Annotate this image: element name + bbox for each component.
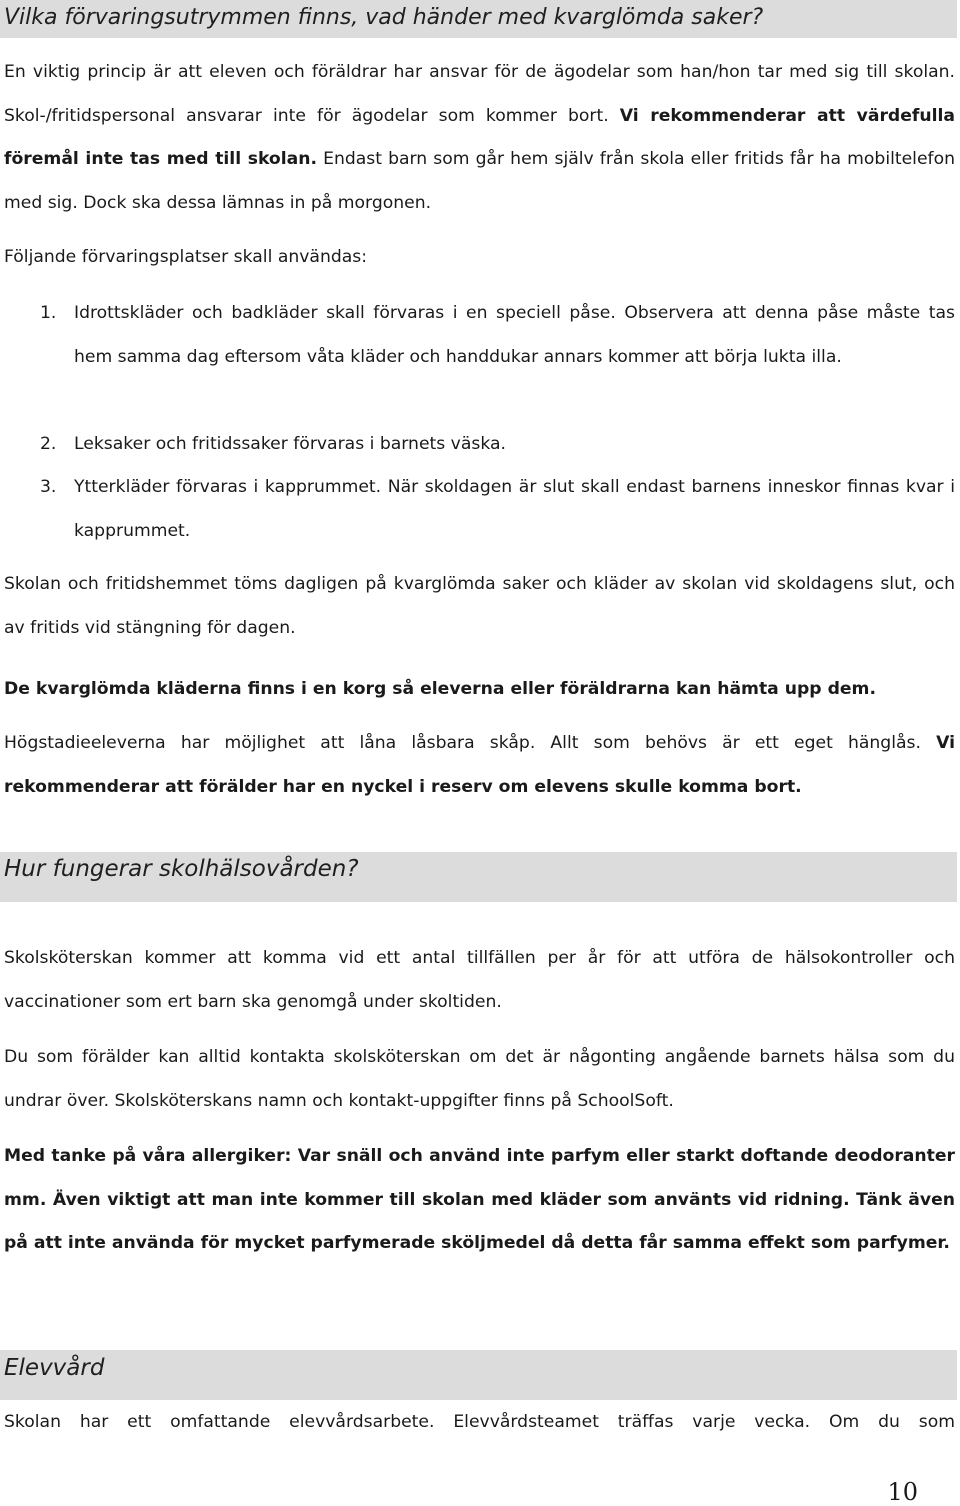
locker-text: Högstadieeleverna har möjlighet att låna låsbara skåp. Allt som behövs är ett eget hänglås. (4, 733, 937, 753)
intro-text-bold: Vi rekommenderar att värdefulla föremål inte tas med till skolan. (4, 105, 955, 170)
list-item (40, 292, 955, 379)
section-heading-text: Hur fungerar skolhälsovården? (4, 856, 359, 882)
list-item-number: 3. (40, 477, 57, 497)
cleanup-paragraph: Skolan och fritidshemmet töms dagligen på kvarglömda saker och kläder av skolan vid skoldagens slut, och av fritids vid stängning för dagen. (4, 574, 955, 638)
student-care-paragraph: Skolan har ett omfattande elevvårdsarbete. Elevvårdsteamet träffas varje vecka. Om du som (4, 1412, 955, 1432)
list-item (40, 466, 955, 553)
intro-paragraph (4, 51, 955, 225)
page-number: 10 (887, 1478, 918, 1506)
list-item-number: 2. (40, 434, 57, 454)
locker-paragraph (4, 722, 955, 809)
list-item-text: Ytterkläder förvaras i kapprummet. När skoldagen är slut skall endast barnens inneskor finnas kvar i kapprummet. (74, 477, 955, 541)
section-heading-elevvard: Elevvård (0, 1350, 957, 1400)
intro-text-part2: Endast barn som går hem själv från skola eller fritids får ha mobiltelefon med sig. Dock ska dessa lämnas in på morgonen. (4, 149, 955, 213)
section-heading-skolhalsovard (0, 852, 957, 902)
list-item-text: Idrottskläder och badkläder skall förvaras i en speciell påse. Observera att denna påse måste tas hem samma dag eftersom våta kläder och handdukar annars kommer att börja lukta illa. (74, 303, 955, 367)
list-item-number: 1. (40, 303, 57, 323)
nurse-contact-paragraph: Du som förälder kan alltid kontakta skolsköterskan om det är någonting angående barnets hälsa som du undrar över. Skolsköterskans namn och kontakt-uppgifter finns på SchoolSoft. (4, 1047, 955, 1111)
locker-recommendation: Vi rekommenderar att förälder har en nyckel i reserv om elevens skulle komma bort. (4, 733, 955, 797)
basket-paragraph: De kvarglömda kläderna finns i en korg så eleverna eller föräldrarna kan hämta upp dem. (4, 679, 876, 699)
nurse-visits-paragraph: Skolsköterskan kommer att komma vid ett antal tillfällen per år för att utföra de hälsokontroller och vaccinationer som ert barn ska genomgå under skoltiden. (4, 948, 955, 1012)
list-item (40, 423, 955, 467)
intro-text-part1: En viktig princip är att eleven och föräldrar har ansvar för de ägodelar som han/hon tar med sig till skolan. Skol-/fritidspersonal ansvarar inte för ägodelar som kommer bort. (4, 62, 955, 126)
list-intro: Följande förvaringsplatser skall användas: (4, 247, 368, 267)
list-item-text: Leksaker och fritidssaker förvaras i barnets väska. (74, 434, 506, 454)
allergy-paragraph: Med tanke på våra allergiker: Var snäll och använd inte parfym eller starkt doftande deodoranter mm. Även viktigt att man inte kommer till skolan med kläder som använts vid ridning. Tänk även på att inte använda för mycket parfymerade sköljmedel då detta får samma effekt som parfymer. (4, 1146, 955, 1254)
section-heading-kvarglomda: Vilka förvaringsutrymmen finns, vad händer med kvarglömda saker? (0, 0, 957, 38)
